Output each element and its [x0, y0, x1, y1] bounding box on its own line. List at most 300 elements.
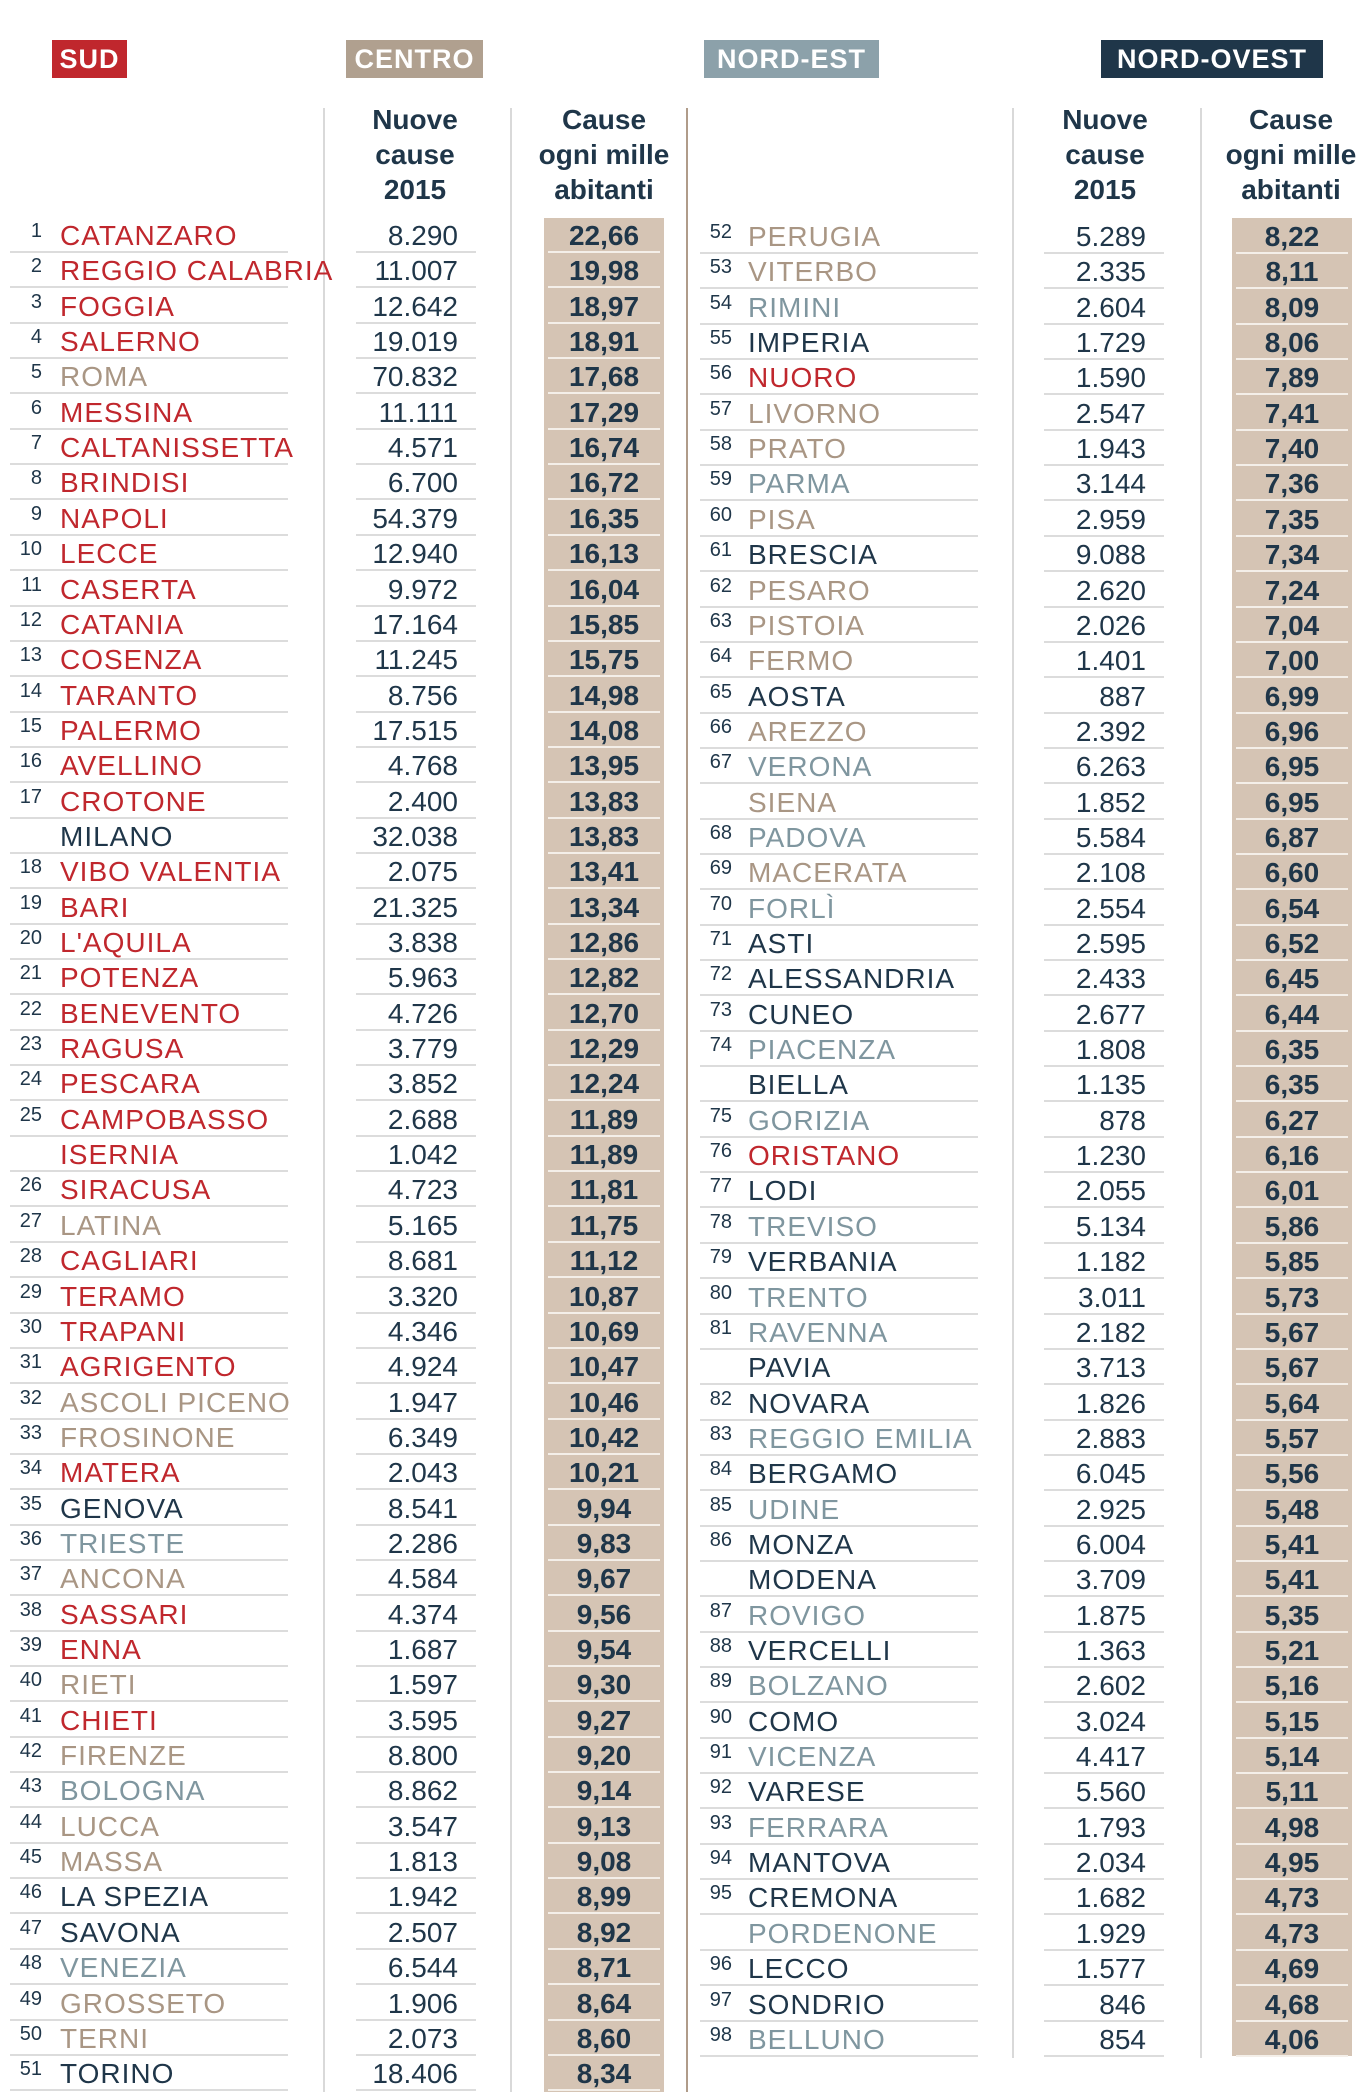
new-cases-value: 1.042: [387, 1139, 458, 1171]
rank-number: 41: [19, 1704, 42, 1727]
province-name: PISTOIA: [748, 609, 865, 641]
rate-value: 8,06: [1232, 325, 1352, 360]
rank-number: 45: [19, 1846, 42, 1869]
new-cases-value: 4.924: [387, 1351, 458, 1383]
province-name: VARESE: [748, 1776, 866, 1808]
new-cases-value: 5.165: [387, 1209, 458, 1241]
rank-number: 7: [30, 432, 42, 455]
legend-centro: [346, 40, 483, 78]
table-row: [0, 1280, 1371, 1315]
table-row: [0, 2022, 1371, 2057]
new-cases-value: 6.004: [1075, 1528, 1146, 1560]
rank-number: 8: [30, 467, 42, 490]
table-row: [0, 573, 1371, 608]
table-row: [0, 1845, 1371, 1880]
rate-value: 5,21: [1232, 1633, 1352, 1668]
rate-value: 16,35: [544, 501, 664, 536]
rank-number: 26: [19, 1174, 42, 1197]
rank-number: 18: [19, 856, 42, 879]
rank-number: 11: [21, 573, 42, 596]
new-cases-value: 1.826: [1075, 1387, 1146, 1419]
rank-number: 36: [19, 1527, 42, 1550]
rank-number: 13: [19, 644, 42, 667]
new-cases-value: 2.620: [1075, 574, 1146, 606]
province-name: ENNA: [60, 1634, 142, 1665]
table-row: [0, 360, 1371, 395]
rate-value: 5,56: [1232, 1456, 1352, 1491]
rate-value: 16,04: [544, 572, 664, 607]
rate-value: 7,00: [1232, 643, 1352, 678]
new-cases-value: 54.379: [372, 502, 458, 534]
new-cases-value: 2.043: [387, 1457, 458, 1489]
rank-number: 95: [709, 1882, 732, 1905]
new-cases-value: 6.544: [387, 1952, 458, 1984]
rank-number: 24: [19, 1068, 42, 1091]
rank-number: 54: [709, 291, 732, 314]
new-cases-value: 2.604: [1075, 291, 1146, 323]
province-name: CATANZARO: [60, 220, 238, 251]
header-line: Nuove: [372, 104, 458, 135]
new-cases-value: 11.111: [378, 396, 458, 428]
new-cases-value: 4.768: [387, 750, 458, 782]
new-cases-value: 2.925: [1075, 1493, 1146, 1525]
rank-number: 82: [709, 1387, 732, 1410]
province-name: TRIESTE: [60, 1527, 186, 1559]
rank-number: 1: [30, 220, 42, 242]
new-cases-value: 1.577: [1075, 1953, 1146, 1985]
rank-number: 90: [709, 1705, 732, 1728]
rate-value: 6,52: [1232, 926, 1352, 961]
rank-number: 43: [19, 1775, 42, 1798]
province-name: ROVIGO: [748, 1599, 867, 1631]
table-row: [0, 891, 1371, 926]
rate-value: 5,57: [1232, 1421, 1352, 1456]
new-cases-value: 3.011: [1078, 1281, 1146, 1313]
table-row: [0, 1103, 1371, 1138]
rate-value: 6,27: [1232, 1103, 1352, 1138]
province-name: ANCONA: [60, 1563, 186, 1595]
rate-value: 12,29: [544, 1031, 664, 1066]
province-name: ASTI: [748, 928, 815, 959]
table-row: [0, 1739, 1371, 1774]
header-cause-mille-right: [1212, 102, 1370, 207]
table-row: [0, 1173, 1371, 1208]
rank-number: 59: [709, 468, 732, 491]
new-cases-value: 2.554: [1075, 892, 1146, 924]
province-name: MASSA: [60, 1846, 164, 1878]
legend-centro-label: CENTRO: [354, 44, 475, 74]
header-line: abitanti: [1241, 174, 1341, 205]
new-cases-value: 9.088: [1075, 539, 1146, 571]
rank-number: 69: [709, 857, 732, 880]
province-name: CHIETI: [60, 1704, 158, 1736]
rate-value: 6,60: [1232, 855, 1352, 890]
table-row: [0, 1880, 1371, 1915]
new-cases-value: 5.560: [1075, 1776, 1146, 1808]
rank-number: 75: [709, 1104, 732, 1127]
province-name: GROSSETO: [60, 1987, 227, 2019]
province-name: SONDRIO: [748, 1988, 886, 2020]
rate-value: 8,64: [544, 1986, 664, 2021]
province-name: FIRENZE: [60, 1740, 187, 1772]
rate-value: 9,20: [544, 1738, 664, 1773]
table-row: [0, 2056, 1371, 2091]
table-row: [0, 1774, 1371, 1809]
new-cases-value: 4.723: [387, 1174, 458, 1206]
legend-nordest-label: NORD-EST: [717, 44, 866, 74]
rank-number: 68: [709, 821, 732, 844]
rank-number: 9: [30, 502, 42, 525]
new-cases-value: 887: [1099, 680, 1146, 712]
new-cases-value: 12.940: [372, 538, 458, 570]
rank-number: 6: [30, 396, 42, 419]
province-name: LUCCA: [60, 1810, 160, 1842]
rate-value: 9,94: [544, 1491, 664, 1526]
province-name: FERMO: [748, 645, 855, 677]
rank-number: 51: [19, 2058, 42, 2081]
rate-value: 6,35: [1232, 1067, 1352, 1102]
rate-value: 6,44: [1232, 997, 1352, 1032]
table-row: [0, 1527, 1371, 1562]
rank-number: 17: [19, 785, 42, 808]
rate-value: 19,98: [544, 253, 664, 288]
rate-value: 6,54: [1232, 891, 1352, 926]
rank-number: 32: [19, 1386, 42, 1409]
new-cases-value: 2.547: [1075, 397, 1146, 429]
rank-number: 53: [709, 256, 732, 279]
new-cases-value: 2.602: [1075, 1670, 1146, 1702]
rate-value: 14,08: [544, 713, 664, 748]
header-line: ogni mille: [1225, 139, 1357, 170]
rank-number: 87: [709, 1599, 732, 1622]
province-name: VERCELLI: [748, 1635, 892, 1666]
province-name: GORIZIA: [748, 1104, 871, 1136]
rank-number: 21: [19, 962, 42, 985]
new-cases-value: 5.289: [1075, 221, 1146, 252]
province-name: RIETI: [60, 1669, 137, 1701]
rank-number: 25: [19, 1103, 42, 1126]
rank-number: 35: [19, 1492, 42, 1515]
new-cases-value: 1.813: [387, 1846, 458, 1878]
province-name: TORINO: [60, 2058, 175, 2090]
province-name: ALESSANDRIA: [748, 963, 956, 995]
rate-value: 4,69: [1232, 1951, 1352, 1986]
province-name: AGRIGENTO: [60, 1351, 237, 1383]
province-name: PERUGIA: [748, 221, 882, 252]
new-cases-value: 11.245: [374, 644, 458, 676]
new-cases-value: 878: [1099, 1104, 1146, 1136]
province-name: AOSTA: [748, 680, 846, 712]
table-row: [0, 643, 1371, 678]
rank-number: 20: [19, 927, 42, 949]
new-cases-value: 2.507: [387, 1916, 458, 1948]
rank-number: 96: [709, 1953, 732, 1976]
new-cases-value: 2.026: [1075, 609, 1146, 641]
rate-value: 9,08: [544, 1844, 664, 1879]
province-name: SIENA: [748, 786, 838, 818]
new-cases-value: 2.034: [1075, 1847, 1146, 1879]
rate-value: 22,66: [544, 218, 664, 253]
new-cases-value: 3.838: [387, 927, 458, 958]
legend-sud: [52, 40, 127, 78]
table-row: [0, 1456, 1371, 1491]
rate-value: 7,34: [1232, 537, 1352, 572]
header-line: ogni mille: [538, 139, 670, 170]
province-name: LATINA: [60, 1209, 162, 1241]
province-name: RAVENNA: [748, 1316, 889, 1348]
province-name: BRINDISI: [60, 467, 190, 499]
rate-value: 7,35: [1232, 502, 1352, 537]
province-name: LA SPEZIA: [60, 1881, 210, 1913]
province-name: TREVISO: [748, 1210, 878, 1242]
new-cases-value: 2.959: [1075, 503, 1146, 535]
table-row: [0, 1067, 1371, 1102]
rank-number: 83: [709, 1422, 732, 1445]
province-name: BOLZANO: [748, 1670, 889, 1702]
province-name: CALTANISSETTA: [60, 432, 294, 464]
legend-nordovest-label: NORD-OVEST: [1116, 44, 1307, 74]
rate-value: 11,75: [544, 1208, 664, 1243]
table-row: [0, 1032, 1371, 1067]
rank-number: 66: [709, 715, 732, 738]
table-row: [0, 1987, 1371, 2022]
header-nuove-cause-left: [340, 102, 490, 207]
rank-number: 84: [709, 1458, 732, 1481]
new-cases-value: 1.597: [387, 1669, 458, 1701]
province-name: BRESCIA: [748, 539, 878, 571]
province-name: VENEZIA: [60, 1952, 187, 1984]
table-row: [0, 1350, 1371, 1385]
new-cases-value: 1.929: [1075, 1917, 1146, 1949]
province-name: RAGUSA: [60, 1033, 185, 1065]
rate-value: 9,83: [544, 1526, 664, 1561]
table-row: [0, 1209, 1371, 1244]
rank-number: 34: [19, 1457, 42, 1480]
new-cases-value: 4.584: [387, 1563, 458, 1595]
new-cases-value: 6.700: [387, 467, 458, 499]
province-name: PARMA: [748, 468, 851, 500]
rate-value: 8,92: [544, 1915, 664, 1950]
rank-number: 4: [30, 326, 42, 349]
province-name: CREMONA: [748, 1882, 899, 1914]
rank-number: 3: [30, 290, 42, 313]
rate-value: 9,14: [544, 1773, 664, 1808]
table-row: [0, 219, 1371, 254]
province-name: AVELLINO: [60, 750, 203, 782]
table-row: [0, 749, 1371, 784]
province-name: NAPOLI: [60, 502, 169, 534]
rate-value: 5,41: [1232, 1527, 1352, 1562]
rate-value: 10,42: [544, 1420, 664, 1455]
new-cases-value: 2.433: [1075, 963, 1146, 995]
rank-number: 52: [709, 221, 732, 243]
rank-number: 10: [19, 538, 42, 561]
rank-number: 60: [709, 503, 732, 526]
table-row: [0, 1598, 1371, 1633]
new-cases-value: 5.134: [1075, 1210, 1146, 1242]
new-cases-value: 2.688: [387, 1103, 458, 1135]
province-name: ROMA: [60, 361, 148, 393]
rate-value: 7,41: [1232, 396, 1352, 431]
new-cases-value: 1.875: [1075, 1599, 1146, 1631]
province-name: TERAMO: [60, 1280, 186, 1312]
rate-value: 5,73: [1232, 1280, 1352, 1315]
rate-value: 7,40: [1232, 431, 1352, 466]
rank-number: 88: [709, 1635, 732, 1657]
table-row: [0, 926, 1371, 961]
rank-number: 22: [19, 997, 42, 1020]
rate-value: 5,35: [1232, 1598, 1352, 1633]
table-row: [0, 1704, 1371, 1739]
new-cases-value: 17.164: [372, 608, 458, 640]
rate-value: 12,86: [544, 925, 664, 960]
rank-number: 71: [709, 928, 732, 950]
rate-value: 12,82: [544, 960, 664, 995]
row-underline: [10, 2089, 288, 2091]
rate-value: 6,45: [1232, 961, 1352, 996]
rank-number: 81: [709, 1316, 732, 1339]
rate-value: 9,67: [544, 1561, 664, 1596]
rank-number: 46: [19, 1881, 42, 1904]
rank-number: 42: [19, 1740, 42, 1763]
rate-value: 4,95: [1232, 1845, 1352, 1880]
province-name: MANTOVA: [748, 1847, 891, 1879]
header-line: abitanti: [554, 174, 654, 205]
province-name: MATERA: [60, 1457, 181, 1489]
province-name: LECCO: [748, 1953, 850, 1985]
new-cases-value: 19.019: [372, 326, 458, 358]
new-cases-value: 3.595: [387, 1704, 458, 1736]
rank-number: 55: [709, 327, 732, 350]
province-name: SAVONA: [60, 1916, 181, 1948]
rank-number: 15: [19, 714, 42, 737]
province-name: ASCOLI PICENO: [60, 1386, 291, 1418]
rate-value: 10,87: [544, 1279, 664, 1314]
province-name: L'AQUILA: [60, 927, 192, 958]
table-row: [0, 608, 1371, 643]
rank-number: 48: [19, 1952, 42, 1975]
rank-number: 64: [709, 645, 732, 668]
header-line: 2015: [1073, 174, 1137, 205]
rate-value: 8,71: [544, 1950, 664, 1985]
table-row: [0, 502, 1371, 537]
rate-value: 6,96: [1232, 714, 1352, 749]
rank-number: 40: [19, 1669, 42, 1692]
table-row: [0, 714, 1371, 749]
rank-number: 38: [19, 1598, 42, 1621]
province-name: NOVARA: [748, 1387, 871, 1419]
province-name: BENEVENTO: [60, 997, 242, 1029]
new-cases-value: 1.182: [1075, 1246, 1146, 1278]
rate-value: 5,67: [1232, 1315, 1352, 1350]
province-name: TARANTO: [60, 679, 199, 711]
rate-value: 8,22: [1232, 219, 1352, 254]
province-name: COMO: [748, 1705, 840, 1737]
rank-number: 76: [709, 1140, 732, 1163]
new-cases-value: 1.793: [1075, 1811, 1146, 1843]
new-cases-value: 3.547: [387, 1810, 458, 1842]
table-row: [0, 1492, 1371, 1527]
province-name: SALERNO: [60, 326, 201, 358]
table-row: [0, 466, 1371, 501]
table-row: [0, 537, 1371, 572]
legend-nordest: [704, 40, 879, 78]
province-name: FORLÌ: [748, 892, 836, 924]
rank-number: 33: [19, 1421, 42, 1444]
province-name: ORISTANO: [748, 1140, 901, 1172]
province-name: TRAPANI: [60, 1315, 187, 1347]
province-name: GENOVA: [60, 1492, 184, 1524]
province-name: ISERNIA: [60, 1139, 180, 1171]
rate-value: 13,95: [544, 748, 664, 783]
new-cases-value: 8.800: [387, 1740, 458, 1772]
new-cases-value: 1.230: [1075, 1140, 1146, 1172]
province-name: CASERTA: [60, 573, 197, 605]
province-name: CAGLIARI: [60, 1245, 199, 1277]
header-cause-mille-left: [524, 102, 684, 207]
rank-number: 50: [19, 2022, 42, 2045]
rank-number: 72: [709, 963, 732, 986]
rate-value: 9,54: [544, 1632, 664, 1667]
rate-value: 8,11: [1232, 254, 1352, 289]
province-name: BERGAMO: [748, 1458, 899, 1490]
province-name: SIRACUSA: [60, 1174, 212, 1206]
rate-value: 5,86: [1232, 1209, 1352, 1244]
new-cases-value: 1.363: [1075, 1635, 1146, 1666]
row-underline: [700, 2055, 978, 2057]
table-row: [0, 997, 1371, 1032]
rate-value: 11,81: [544, 1172, 664, 1207]
new-cases-value: 3.144: [1075, 468, 1146, 500]
rank-number: 85: [709, 1493, 732, 1516]
rank-number: 44: [19, 1810, 42, 1833]
new-cases-value: 2.595: [1075, 928, 1146, 959]
new-cases-value: 1.947: [387, 1386, 458, 1418]
new-cases-value: 8.681: [387, 1245, 458, 1277]
province-name: LIVORNO: [748, 397, 882, 429]
rate-value: 16,74: [544, 430, 664, 465]
rate-value: 11,89: [544, 1137, 664, 1172]
rate-value: 9,27: [544, 1703, 664, 1738]
rate-value: 6,01: [1232, 1173, 1352, 1208]
province-name: MILANO: [60, 820, 174, 852]
new-cases-value: 21.325: [372, 891, 458, 923]
rate-value: 4,98: [1232, 1810, 1352, 1845]
province-name: LODI: [748, 1175, 818, 1207]
new-cases-value: 3.320: [387, 1280, 458, 1312]
rate-value: 5,64: [1232, 1386, 1352, 1421]
row-underline: [1044, 2055, 1164, 2057]
rank-number: 78: [709, 1210, 732, 1233]
province-name: VIBO VALENTIA: [60, 856, 281, 888]
rank-number: 80: [709, 1281, 732, 1304]
province-name: IMPERIA: [748, 327, 871, 359]
rank-number: 2: [30, 255, 42, 278]
province-name: PORDENONE: [748, 1917, 938, 1949]
rank-number: 14: [19, 679, 42, 702]
table-row: [0, 1951, 1371, 1986]
rank-number: 58: [709, 433, 732, 456]
rate-value: 8,60: [544, 2021, 664, 2056]
rate-value: 10,69: [544, 1314, 664, 1349]
new-cases-value: 3.852: [387, 1068, 458, 1100]
table-row: [0, 820, 1371, 855]
new-cases-value: 11.007: [374, 255, 458, 287]
province-name: AREZZO: [748, 715, 868, 747]
new-cases-value: 8.541: [387, 1492, 458, 1524]
rate-value: 13,83: [544, 819, 664, 854]
table-row: [0, 1315, 1371, 1350]
